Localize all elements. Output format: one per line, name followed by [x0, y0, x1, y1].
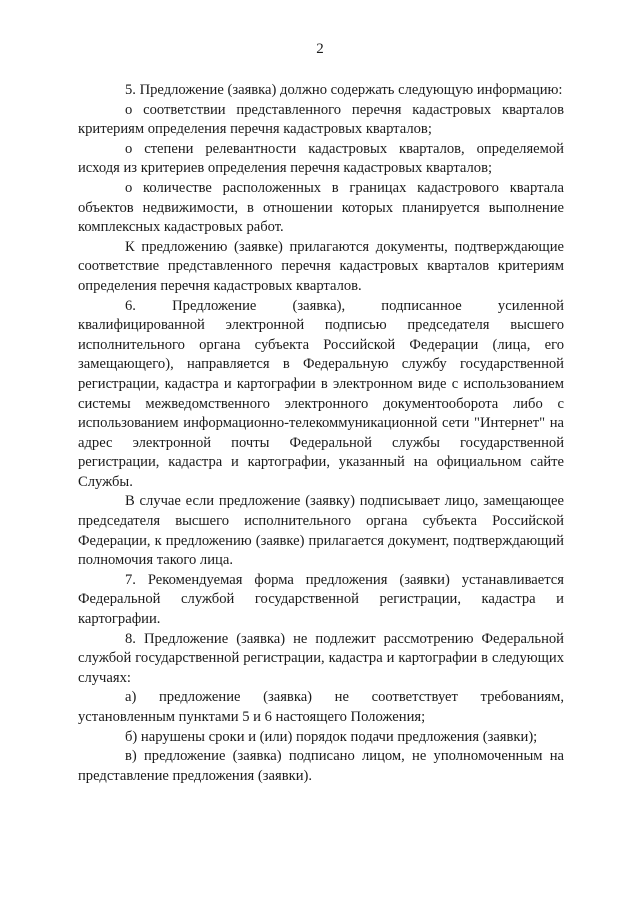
paragraph-6-substitute: В случае если предложение (заявку) подписывает лицо, замещающее председателя высшего исполнительного органа субъекта Российской Федерации, к предложению (заявке) прилагается документ, подтверждающий полномочия такого лица.: [78, 493, 564, 569]
paragraph-7: 7. Рекомендуемая форма предложения (заявки) устанавливается Федеральной службой государственной регистрации, кадастра и картографии.: [78, 571, 564, 628]
paragraph-8-item-a: а) предложение (заявка) не соответствует требованиям, установленным пунктами 5 и 6 настоящего Положения;: [78, 689, 564, 725]
paragraph-8: 8. Предложение (заявка) не подлежит рассмотрению Федеральной службой государственной регистрации, кадастра и картографии в следующих случаях:: [78, 630, 564, 686]
paragraph-5-item-1: о соответствии представленного перечня кадастровых кварталов критериям определения перечня кадастровых кварталов;: [78, 101, 564, 138]
page-number: 2: [316, 41, 324, 57]
paragraph-8-item-c: в) предложение (заявка) подписано лицом, не уполномоченным на представление предложения (заявки).: [78, 748, 564, 784]
paragraph-5: 5. Предложение (заявка) должно содержать следующую информацию:: [125, 82, 563, 98]
paragraph-5-attachments: К предложению (заявке) прилагаются документы, подтверждающие соответствие представленного перечня кадастровых кварталов критериям определения перечня кадастровых кварталов.: [78, 238, 564, 294]
paragraph-6: 6. Предложение (заявка), подписанное усиленной квалифицированной электронной подписью председателя высшего исполнительного органа субъекта Российской Федерации (лица, его замещающего), направляется в Федеральную службу государственной регистрации, кадастра и картографии в электронном виде с использованием системы межведомственного электронного документооборота либо с использованием информационно-телекоммуникационной сети "Интернет" на адрес электронной почты Федеральной службы государственной регистрации, кадастра и картографии, указанный на официальном сайте Службы.: [78, 297, 564, 490]
paragraph-5-item-3: о количестве расположенных в границах кадастрового квартала объектов недвижимости, в отношении которых планируется выполнение комплексных кадастровых работ.: [78, 179, 564, 236]
document-body: [78, 81, 564, 786]
paragraph-8-item-b: б) нарушены сроки и (или) порядок подачи предложения (заявки);: [125, 728, 538, 745]
paragraph-5-item-2: о степени релевантности кадастровых кварталов, определяемой исходя из критериев определения перечня кадастровых кварталов;: [78, 140, 564, 177]
